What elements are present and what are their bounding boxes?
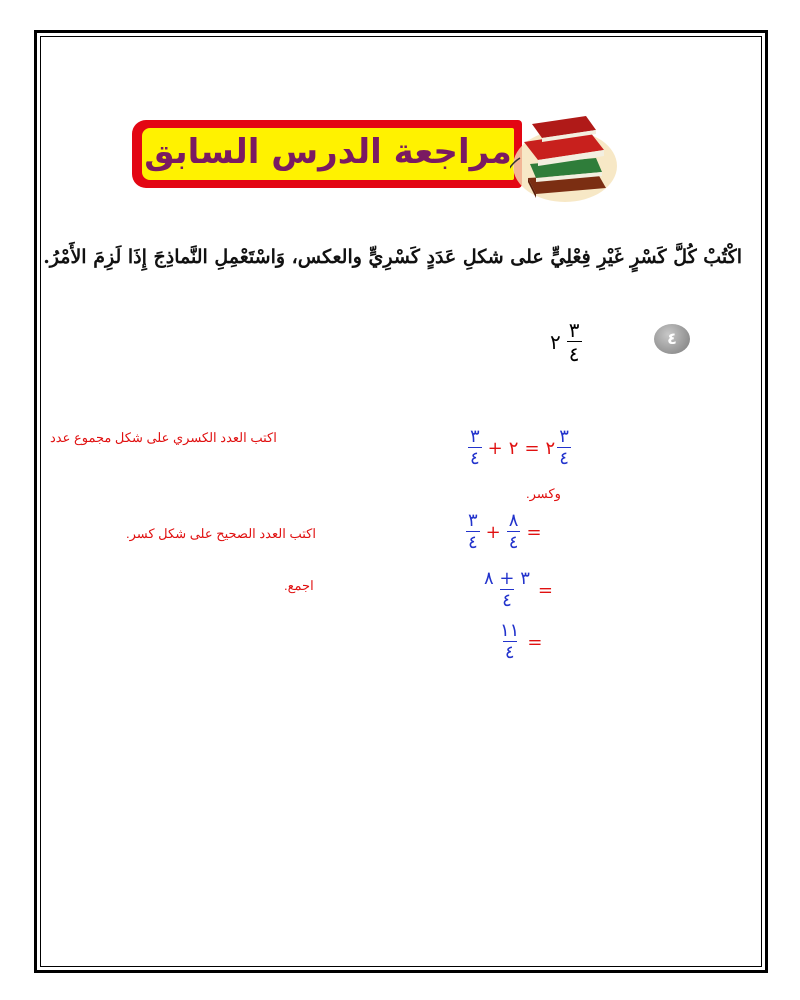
step3-denominator: ٤ <box>502 590 512 611</box>
mixed-fraction <box>567 320 582 364</box>
step1-numerator: ٣ <box>470 426 480 447</box>
step1-denominator: ٤ <box>470 448 480 469</box>
note-step-3: اجمع. <box>284 578 314 593</box>
step2-b-denominator: ٤ <box>508 532 519 553</box>
note-step-1: اكتب العدد الكسري على شكل مجموع عدد <box>50 430 277 445</box>
mixed-numerator: ٣ <box>568 318 580 342</box>
step1-rhs-fraction <box>557 428 571 468</box>
step-4-equation <box>498 622 542 662</box>
mixed-number <box>550 318 582 366</box>
equals-sign: = <box>526 521 542 543</box>
banner-title: مراجعة الدرس السابق <box>144 132 512 172</box>
equals-sign: = <box>524 437 540 459</box>
plus-sign: + <box>487 437 503 459</box>
step3-numerator: ٣ + ٨ <box>484 568 530 589</box>
step1-whole: ٢ <box>508 437 519 459</box>
step2-a-denominator: ٤ <box>468 532 478 553</box>
step-1-equation <box>468 428 571 468</box>
step1-rhs-denominator: ٤ <box>559 448 569 469</box>
step-3-equation <box>482 570 553 610</box>
step2-fraction-b <box>507 512 521 552</box>
step-2-equation <box>466 512 542 552</box>
note-step-1-continued: وكسر. <box>526 486 561 501</box>
mixed-whole: ٢ <box>550 330 561 354</box>
step1-fraction <box>468 428 482 468</box>
step2-b-numerator: ٨ <box>508 510 519 531</box>
step4-denominator: ٤ <box>504 642 515 663</box>
step2-a-numerator: ٣ <box>468 510 478 531</box>
mixed-denominator: ٤ <box>568 342 580 366</box>
problem-4 <box>550 318 690 366</box>
books-stack-icon <box>510 106 620 206</box>
lesson-review-banner <box>132 118 552 190</box>
step4-numerator: ١١ <box>500 620 520 641</box>
step2-fraction-a <box>466 512 480 552</box>
note-step-2: اكتب العدد الصحيح على شكل كسر. <box>126 526 316 541</box>
problem-number-badge: ٤ <box>654 324 690 354</box>
step1-rhs-whole: ٢ <box>545 437 556 459</box>
equals-sign: = <box>527 631 543 653</box>
equals-sign: = <box>537 579 553 601</box>
step1-rhs-numerator: ٣ <box>559 426 569 447</box>
exercise-instruction: اكْتُبْ كُلَّ كَسْرٍ غَيْرِ فِعْلِيٍّ على شكلِ عَدَدٍ كَسْرِيٍّ والعكس، وَاسْتَعْمِلِ النَّماذِجَ إِذَا لَزِمَ الأَمْرُ. <box>43 246 742 268</box>
step1-mixed <box>546 428 571 468</box>
step4-fraction <box>498 622 521 662</box>
step3-fraction <box>482 570 532 610</box>
plus-sign: + <box>485 521 501 543</box>
